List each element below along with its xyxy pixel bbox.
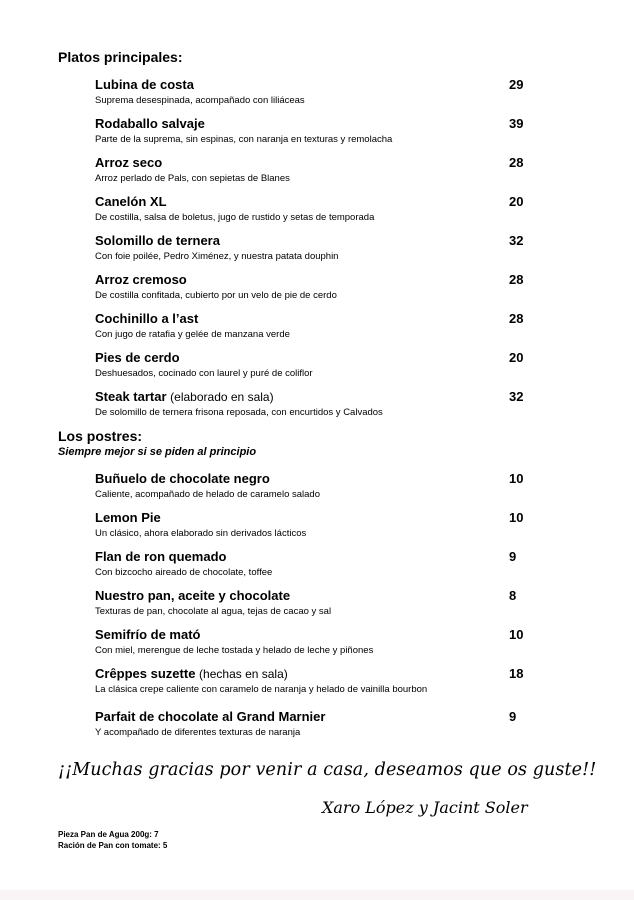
- menu-item: [95, 510, 535, 540]
- dish-name: Nuestro pan, aceite y chocolate: [95, 588, 291, 603]
- menu-item: [95, 350, 535, 380]
- dish-price: 20: [509, 350, 524, 365]
- dish-description: Arroz perlado de Pals, con sepietas de Blanes: [95, 173, 290, 184]
- desserts-subtitle: Siempre mejor si se piden al principio: [58, 446, 257, 458]
- dish-name: Parfait de chocolate al Grand Marnier: [95, 709, 326, 724]
- dish-name: Arroz seco: [95, 155, 163, 170]
- dish-price: 10: [509, 510, 524, 525]
- dish-name: Canelón XL: [95, 194, 167, 209]
- dish-description: Caliente, acompañado de helado de caramelo salado: [95, 489, 320, 500]
- dish-name: Steak tartar (elaborado en sala): [95, 389, 274, 404]
- dish-description: De solomillo de ternera frisona reposada, con encurtidos y Calvados: [95, 407, 383, 418]
- dish-price: 32: [509, 233, 524, 248]
- bread-price-line: Ración de Pan con tomate: 5: [58, 841, 168, 850]
- menu-item: [95, 666, 535, 696]
- dish-price: 39: [509, 116, 524, 131]
- menu-item: [95, 272, 535, 302]
- dish-description: De costilla, salsa de boletus, jugo de rustido y setas de temporada: [95, 212, 375, 223]
- dish-price: 8: [509, 588, 517, 603]
- menu-item: [95, 77, 535, 107]
- chef-signature: Xaro López y Jacint Soler: [322, 798, 528, 817]
- menu-item: [95, 311, 535, 341]
- dish-price: 18: [509, 666, 524, 681]
- dish-price: 20: [509, 194, 524, 209]
- menu-item: [95, 116, 535, 146]
- dish-description: Con bizcocho aireado de chocolate, toffee: [95, 567, 273, 578]
- dish-description: Parte de la suprema, sin espinas, con naranja en texturas y remolacha: [95, 134, 393, 145]
- menu-item: [95, 194, 535, 224]
- dish-name: Flan de ron quemado: [95, 549, 227, 564]
- menu-item: [95, 233, 535, 263]
- menu-item: [95, 389, 535, 419]
- dish-description: De costilla confitada, cubierto por un velo de pie de cerdo: [95, 290, 337, 301]
- dish-price: 9: [509, 549, 517, 564]
- dish-description: Y acompañado de diferentes texturas de naranja: [95, 727, 301, 738]
- dish-name: Lubina de costa: [95, 77, 194, 92]
- thank-you-message: ¡¡Muchas gracias por venir a casa, deseamos que os guste!!: [58, 760, 597, 780]
- dish-note: (hechas en sala): [199, 667, 288, 681]
- dish-note: (elaborado en sala): [170, 390, 274, 404]
- dish-description: Con jugo de ratafia y gelée de manzana verde: [95, 329, 290, 340]
- bread-price-line: Pieza Pan de Agua 200g: 7: [58, 830, 159, 839]
- dish-name: Semifrío de mató: [95, 627, 201, 642]
- dish-price: 28: [509, 272, 524, 287]
- dish-price: 28: [509, 311, 524, 326]
- dish-name: Arroz cremoso: [95, 272, 187, 287]
- dish-description: La clásica crepe caliente con caramelo de naranja y helado de vainilla bourbon: [95, 684, 428, 695]
- dish-description: Con miel, merengue de leche tostada y helado de leche y piñones: [95, 645, 374, 656]
- menu-item: [95, 709, 535, 739]
- dish-name: Cochinillo a l’ast: [95, 311, 199, 326]
- dish-price: 32: [509, 389, 524, 404]
- menu-item: [95, 471, 535, 501]
- dish-name: Solomillo de ternera: [95, 233, 220, 248]
- dish-price: 29: [509, 77, 524, 92]
- dish-description: Texturas de pan, chocolate al agua, tejas de cacao y sal: [95, 606, 332, 617]
- dish-price: 9: [509, 709, 517, 724]
- dish-name: Rodaballo salvaje: [95, 116, 205, 131]
- dish-price: 28: [509, 155, 524, 170]
- menu-item: [95, 155, 535, 185]
- dish-description: Suprema desespinada, acompañado con liliáceas: [95, 95, 305, 106]
- dish-description: Con foie poilée, Pedro Ximénez, y nuestra patata douphin: [95, 251, 339, 262]
- dish-description: Un clásico, ahora elaborado sin derivados lácticos: [95, 528, 307, 539]
- dish-name: Buñuelo de chocolate negro: [95, 471, 270, 486]
- mains-title: Platos principales:: [58, 49, 183, 65]
- dish-name: Pies de cerdo: [95, 350, 180, 365]
- dish-price: 10: [509, 471, 524, 486]
- menu-item: [95, 627, 535, 657]
- menu-item: [95, 549, 535, 579]
- dish-description: Deshuesados, cocinado con laurel y puré de coliflor: [95, 368, 313, 379]
- dish-price: 10: [509, 627, 524, 642]
- desserts-title: Los postres:: [58, 428, 143, 444]
- dish-name: Crêppes suzette (hechas en sala): [95, 666, 288, 681]
- menu-item: [95, 588, 535, 618]
- dish-name: Lemon Pie: [95, 510, 161, 525]
